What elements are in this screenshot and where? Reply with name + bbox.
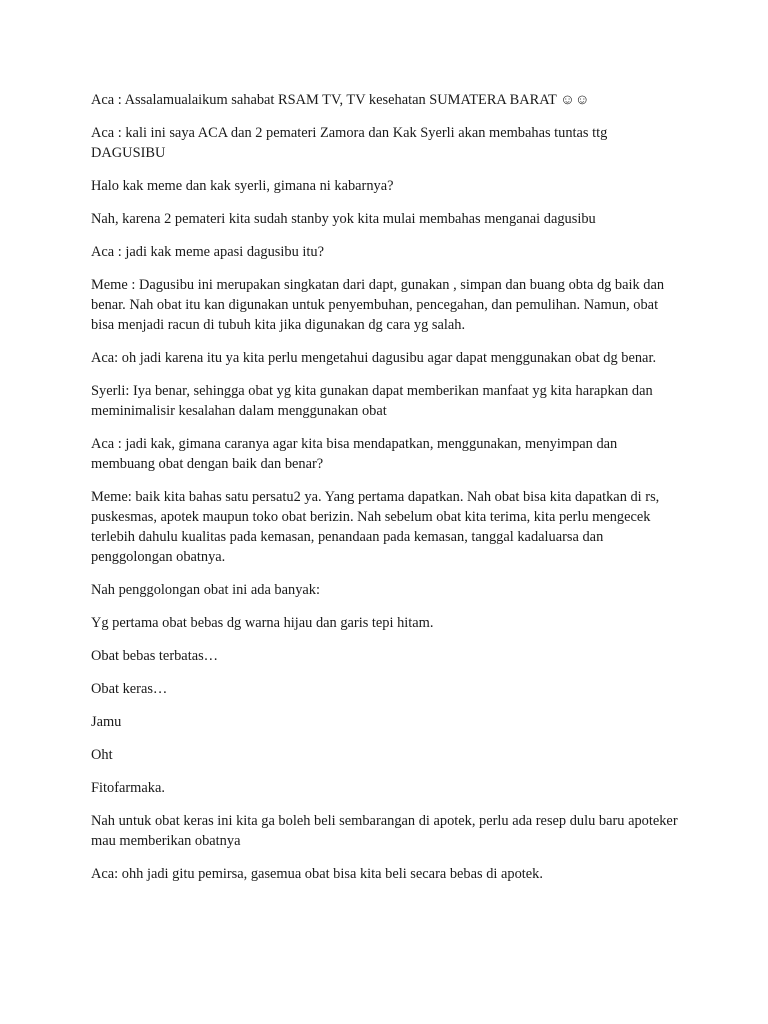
paragraph-aca-understanding: Aca: oh jadi karena itu ya kita perlu mengetahui dagusibu agar dapat menggunakan obat dg benar. bbox=[91, 350, 657, 366]
paragraph-penggolongan: Nah penggolongan obat ini ada banyak: bbox=[91, 582, 320, 598]
paragraph-obat-bebas: Yg pertama obat bebas dg warna hijau dan garis tepi hitam. bbox=[91, 615, 434, 631]
paragraph-aca-how: Aca : jadi kak, gimana caranya agar kita bisa mendapatkan, menggunakan, menyimpan dan membuang obat dengan baik dan benar? bbox=[91, 436, 618, 472]
paragraph-meme-dapatkan: Meme: baik kita bahas satu persatu2 ya. Yang pertama dapatkan. Nah obat bisa kita dapatkan di rs, puskesmas, apotek maupun toko obat berizin. Nah sebelum obat kita terima, kita perlu mengecek terlebih dahulu kualitas pada kemasan, penandaan pada kemasan, tanggal kadaluarsa dan penggolongan obatnya. bbox=[91, 489, 660, 565]
paragraph-aca-closing: Aca: ohh jadi gitu pemirsa, gasemua obat bisa kita beli secara bebas di apotek. bbox=[91, 866, 543, 882]
paragraph-oht: Oht bbox=[91, 747, 113, 763]
document-body bbox=[91, 90, 681, 897]
paragraph-obat-keras: Obat keras… bbox=[91, 681, 168, 697]
paragraph-question-dagusibu: Aca : jadi kak meme apasi dagusibu itu? bbox=[91, 244, 324, 260]
paragraph-obat-bebas-terbatas: Obat bebas terbatas… bbox=[91, 648, 219, 664]
paragraph-fitofarmaka: Fitofarmaka. bbox=[91, 780, 165, 796]
paragraph-meme-definition: Meme : Dagusibu ini merupakan singkatan dari dapt, gunakan , simpan dan buang obta dg baik dan benar. Nah obat itu kan digunakan untuk penyembuhan, pencegahan, dan pemulihan. Namun, obat bisa menjadi racun di tubuh kita jika digunakan dg cara yg salah. bbox=[91, 277, 665, 333]
paragraph-greeting: Aca : Assalamualaikum sahabat RSAM TV, TV kesehatan SUMATERA BARAT ☺☺ bbox=[91, 92, 590, 108]
paragraph-jamu: Jamu bbox=[91, 714, 122, 730]
paragraph-start: Nah, karena 2 pemateri kita sudah stanby yok kita mulai membahas menganai dagusibu bbox=[91, 211, 596, 227]
paragraph-obat-keras-resep: Nah untuk obat keras ini kita ga boleh beli sembarangan di apotek, perlu ada resep dulu baru apoteker mau memberikan obatnya bbox=[91, 813, 678, 849]
paragraph-hello: Halo kak meme dan kak syerli, gimana ni kabarnya? bbox=[91, 178, 394, 194]
paragraph-intro: Aca : kali ini saya ACA dan 2 pemateri Zamora dan Kak Syerli akan membahas tuntas ttg DAGUSIBU bbox=[91, 125, 608, 161]
paragraph-syerli-answer: Syerli: Iya benar, sehingga obat yg kita gunakan dapat memberikan manfaat yg kita harapkan dan meminimalisir kesalahan dalam menggunakan obat bbox=[91, 383, 653, 419]
